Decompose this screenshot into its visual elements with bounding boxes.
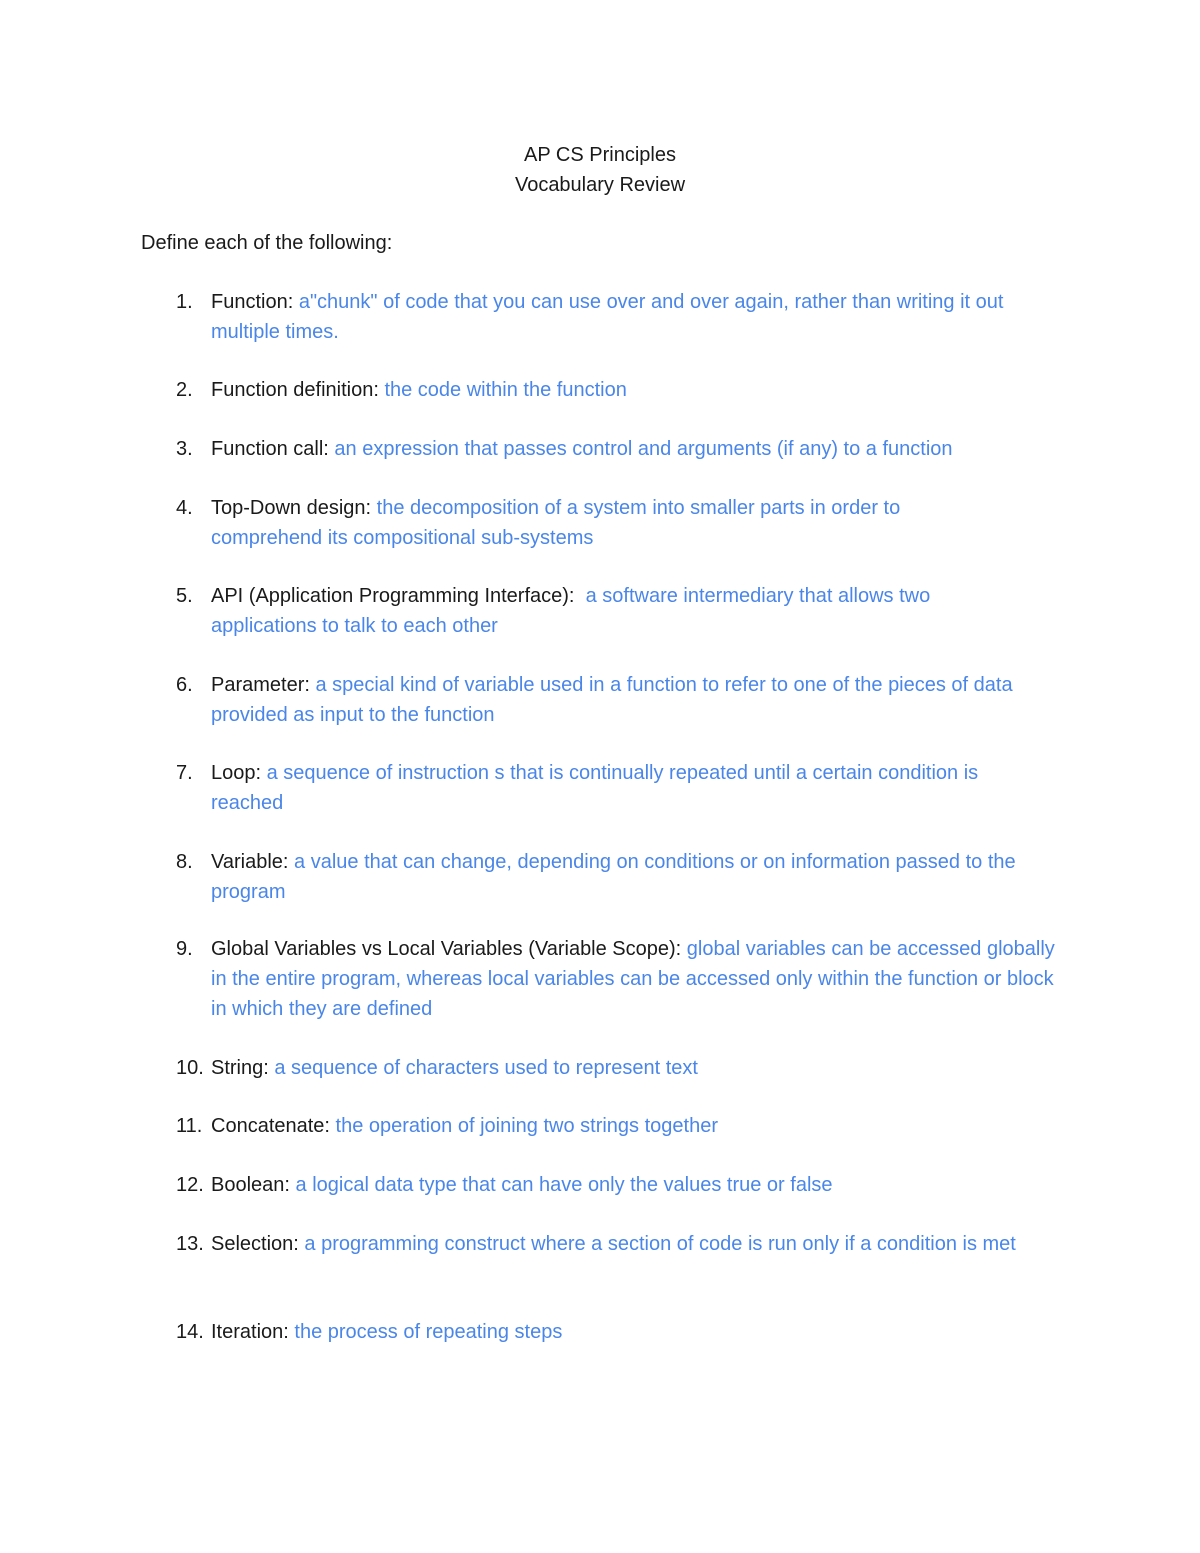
document-title: AP CS Principles [524,144,676,166]
item-definition: a sequence of instruction s that is continually repeated until a certain condition is reached [211,762,979,814]
item-term: Function: [211,291,299,313]
item-body [211,1229,1051,1259]
item-number: 4. [176,497,193,519]
instructions-text: Define each of the following: [141,232,393,254]
item-body [211,847,1056,907]
item-body [211,670,1041,730]
item-term: Top-Down design: [211,497,377,519]
item-term: Global Variables vs Local Variables (Variable Scope): [211,938,687,960]
item-number: 3. [176,438,193,460]
item-definition: a special kind of variable used in a function to refer to one of the pieces of data provided as input to the function [211,674,1013,726]
item-number: 7. [176,762,193,784]
item-body [211,934,1056,1024]
item-body [211,581,1001,641]
item-body [211,1111,1056,1141]
item-number: 1. [176,291,193,313]
item-term: API (Application Programming Interface): [211,585,586,607]
item-body [211,758,1051,818]
item-definition: a sequence of characters used to represent text [274,1057,698,1079]
item-term: Selection: [211,1233,305,1255]
item-number: 8. [176,851,193,873]
item-term: Parameter: [211,674,316,696]
item-number: 6. [176,674,193,696]
item-term: Iteration: [211,1321,295,1343]
item-definition: the code within the function [384,379,627,401]
item-definition: global variables can be accessed globally in the entire program, whereas local variables can be accessed only within the function or block in which they are defined [211,938,1055,1020]
item-definition: a"chunk" of code that you can use over and over again, rather than writing it out multiple times. [211,291,1004,343]
item-term: Concatenate: [211,1115,336,1137]
title-block [0,140,1200,200]
item-definition: an expression that passes control and arguments (if any) to a function [334,438,953,460]
item-body [211,287,1041,347]
item-term: Loop: [211,762,267,784]
item-definition: a programming construct where a section of code is run only if a condition is met [304,1233,1016,1255]
item-body [211,493,971,553]
item-definition: the decomposition of a system into smaller parts in order to comprehend its compositional sub-systems [211,497,901,549]
item-number: 13. [176,1233,204,1255]
item-number: 14. [176,1321,204,1343]
item-definition: a value that can change, depending on conditions or on information passed to the program [211,851,1016,903]
item-body [211,1053,1056,1083]
item-number: 10. [176,1057,204,1079]
item-body [211,1317,1056,1347]
item-number: 5. [176,585,193,607]
item-definition: the process of repeating steps [294,1321,563,1343]
item-body [211,434,1056,464]
document-subtitle: Vocabulary Review [514,174,686,196]
item-number: 9. [176,938,193,960]
item-term: Boolean: [211,1174,296,1196]
item-term: String: [211,1057,275,1079]
item-term: Function call: [211,438,335,460]
item-definition: a logical data type that can have only the values true or false [295,1174,833,1196]
item-definition: the operation of joining two strings together [335,1115,718,1137]
item-definition: a software intermediary that allows two applications to talk to each other [211,585,936,637]
item-term: Function definition: [211,379,385,401]
item-number: 11. [176,1115,203,1137]
item-number: 2. [176,379,193,401]
item-term: Variable: [211,851,295,873]
item-number: 12. [176,1174,204,1196]
item-body [211,1170,1056,1200]
item-body [211,375,1056,405]
